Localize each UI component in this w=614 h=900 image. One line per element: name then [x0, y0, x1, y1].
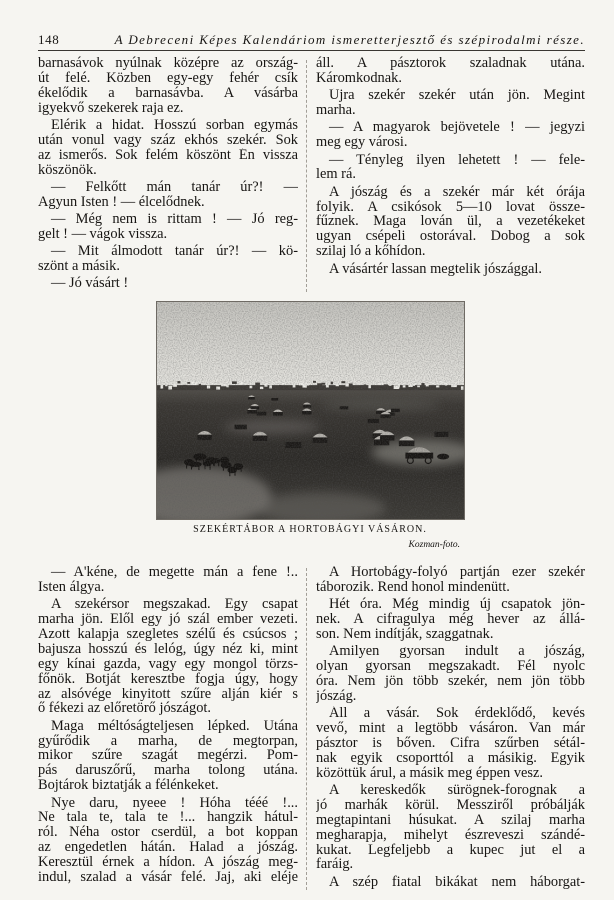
- paragraph: [316, 153, 585, 183]
- text-line: mikor szűre szagát megérzi. Pom-: [38, 748, 298, 764]
- photo-caption: SZEKÉRTÁBOR A HORTOBÁGYI VÁSÁRON.: [193, 524, 427, 535]
- page-number: 148: [38, 32, 60, 47]
- text-line: Áll a vásár. Sok érdeklődő, kevés: [329, 706, 585, 722]
- text-line: Bojtárok biztatják a félénkeket.: [38, 778, 219, 794]
- text-line: nak egyik csoporttól a másikig. Egyik: [316, 750, 585, 766]
- paragraph: [38, 565, 298, 595]
- text-line: barnasávok nyúlnak középre az ország-: [38, 56, 298, 71]
- text-line: meg egy városi.: [316, 135, 408, 151]
- text-line: táborozik. Rend honol mindenütt.: [316, 579, 510, 595]
- text-line: jó marhák körül. Messziről próbálják: [316, 797, 585, 813]
- wagon-camp-photo: [156, 301, 465, 520]
- paragraph: [316, 783, 585, 872]
- text-line: közöttük árul, a másik meg éppen vesz.: [316, 765, 543, 781]
- text-line: nek. A cifragulya még hever az állá-: [316, 612, 585, 627]
- paragraph: [316, 56, 585, 86]
- text-line: folyik. A csikósok 5—10 lovat össze-: [316, 199, 585, 215]
- text-line: — Mit álmodott tanár úr?! — kö-: [51, 244, 298, 260]
- text-line: Elérik a hidat. Hosszú sorban egymás: [51, 117, 298, 133]
- paragraph: [38, 244, 298, 274]
- text-line: megharapja, mihelyt észreveszi szándé-: [316, 827, 585, 843]
- paragraph: [38, 276, 298, 291]
- paragraph: [38, 180, 298, 210]
- text-line: marha.: [316, 103, 356, 118]
- paragraph: [316, 565, 585, 595]
- text-line: Újra szekér szekér után jön. Megint: [329, 88, 585, 104]
- text-line: Maga méltóságteljesen lépked. Utána: [51, 718, 298, 734]
- text-line: lem rá.: [316, 167, 356, 183]
- text-line: az ismerős. Sok felém köszönt Én vissza: [38, 147, 298, 163]
- paragraph: [316, 706, 585, 780]
- text-line: A Hortobágy-folyó partján ezer szekér: [329, 565, 585, 580]
- text-line: Nye daru, nyeee ! Hóha tééé !...: [51, 795, 298, 811]
- text-line: Amilyen gyorsan indult a jószág,: [329, 644, 585, 660]
- column-upper-left: [38, 56, 298, 291]
- paragraph: [38, 56, 298, 116]
- text-line: Agyun Isten ! — élcelődnek.: [38, 194, 205, 210]
- text-line: megtapintani húsukat. A szilaj marha: [316, 812, 585, 828]
- text-line: A jószág és a szekér már két órája: [329, 184, 585, 200]
- text-line: faráig.: [316, 857, 354, 873]
- text-line: — A magyarok bejövetele ! — jegyzi: [329, 120, 585, 136]
- text-line: Isten álgya.: [38, 579, 105, 595]
- column-upper-right: [316, 56, 585, 276]
- text-line: indul, szalad a vásár felé. Jaj, aki eléje: [38, 869, 298, 885]
- running-title: A Debreceni Képes Kalendáriom ismeretterjesztő és szépirodalmi része.: [114, 32, 585, 47]
- text-line: igyekvő szekerek raja ez.: [38, 100, 184, 116]
- text-line: A szekérsor megszakad. Egy csapat: [51, 597, 298, 613]
- text-line: — Még nem is rittam ! — Jó reg-: [51, 212, 298, 227]
- text-line: vevő, mint a legtöbb vásáron. Van már: [316, 721, 585, 736]
- text-line: főnök. Botját keresztbe fogja úgy, hogy: [38, 671, 298, 687]
- paragraph: [316, 875, 585, 890]
- text-line: szönt a másik.: [38, 259, 120, 275]
- text-line: után vonul vagy száz ekhós szekér. Sok: [38, 132, 298, 148]
- photo-image: [157, 302, 464, 519]
- text-line: — Tényleg ilyen lehetett ! — fele-: [329, 152, 585, 168]
- paragraph: [38, 597, 298, 716]
- text-line: óra. Nem jön több szekér, nem jön több: [316, 674, 585, 689]
- text-line: olyan gyorsan megszakadt. Fél nyolc: [316, 659, 585, 675]
- text-line: marha jön. Elől egy jó szál ember vezeti.: [38, 612, 298, 627]
- text-line: az engedetlen hátán. Halad a jószág.: [38, 840, 298, 856]
- text-line: pás daruszőrű, marha tolong utána.: [38, 763, 298, 779]
- paragraph: [38, 118, 298, 178]
- paragraph: [38, 719, 298, 793]
- text-line: gyűrődik a marha, de megtorpan,: [38, 733, 298, 749]
- text-line: az alsóvége kinyitott szűre alján kiér s: [38, 686, 298, 702]
- text-line: A szép fiatal bikákat nem háborgat-: [329, 874, 585, 890]
- text-line: Káromkodnak.: [316, 70, 402, 86]
- text-line: ról. Néha ostor cserdül, a bot koppan: [38, 825, 298, 841]
- text-line: Azott kalapja szegletes szélű és csúcsos ;: [38, 626, 298, 642]
- text-line: egy kínai gazda, vagy egy mongol törzs-: [38, 656, 298, 672]
- text-line: jószág.: [316, 688, 357, 704]
- text-line: bajusza hosszú és lelóg, úgy néz ki, mint: [38, 641, 298, 657]
- text-line: kukat. Legfeljebb a kupec jut el a: [316, 842, 585, 858]
- paragraph: [316, 644, 585, 704]
- text-line: fűznek. Maga lován ül, a vezetékeket: [316, 214, 585, 230]
- paragraph: [316, 185, 585, 259]
- photo-credit: Kozman-foto.: [408, 540, 460, 550]
- text-line: út felé. Közben egy-egy fehér csík: [38, 70, 298, 86]
- text-line: szilaj ló a kőhídon.: [316, 244, 426, 260]
- text-line: Hét óra. Még mindig új csapatok jön-: [329, 597, 585, 613]
- column-divider: [306, 568, 307, 890]
- text-line: ékelődik a barnasávba. A vásárba: [38, 85, 298, 101]
- text-line: A vásártér lassan megtelik jószággal.: [329, 261, 542, 277]
- paragraph: [316, 262, 585, 277]
- text-line: Ne tala te, tala te !... hangzik hátul-: [38, 810, 298, 826]
- column-lower-right: [316, 565, 585, 890]
- photo-grain: [157, 302, 464, 519]
- text-line: A kereskedők sürögnek-forognak a: [329, 783, 585, 798]
- text-line: — A'kéne, de megette mán a fene !..: [51, 565, 298, 580]
- text-line: son. Nem indítják, szaggatnak.: [316, 626, 494, 642]
- text-line: gelt ! — vágok vissza.: [38, 226, 168, 242]
- column-lower-left: [38, 565, 298, 885]
- text-line: Keresztül érnek a hídon. A jószág meg-: [38, 855, 298, 870]
- paragraph: [38, 212, 298, 242]
- paragraph: [316, 597, 585, 642]
- text-line: köszönök.: [38, 162, 97, 178]
- text-line: ugyan csépeli ostorával. Dobog a sok: [316, 229, 585, 245]
- text-line: — Felkőtt mán tanár úr?! —: [51, 179, 298, 195]
- text-line: áll. A pásztorok szaladnak utána.: [316, 56, 585, 71]
- text-line: pásztor is bőven. Cifra szűrben sétál-: [316, 735, 585, 751]
- text-line: — Jó vásárt !: [51, 276, 129, 292]
- text-line: ő fékezi az előretörő jószágot.: [38, 701, 212, 717]
- column-divider: [306, 60, 307, 292]
- paragraph: [316, 120, 585, 150]
- paragraph: [38, 796, 298, 885]
- header-rule: [38, 50, 585, 51]
- paragraph: [316, 88, 585, 118]
